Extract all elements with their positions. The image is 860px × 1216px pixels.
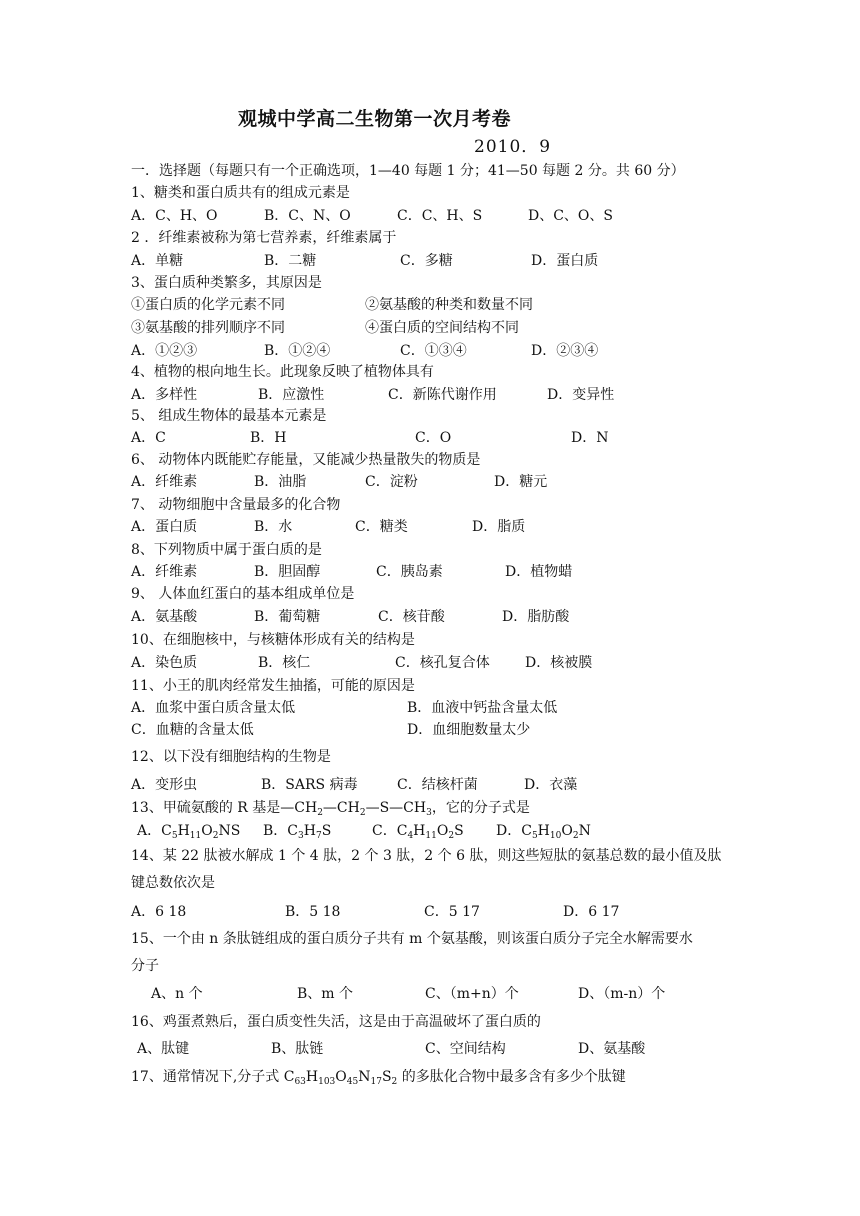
option-b: B．应激性	[258, 387, 325, 403]
statement-1: ①蛋白质的化学元素不同	[131, 297, 285, 313]
option-b: B．核仁	[258, 655, 311, 671]
option-d: D．血细胞数量太少	[407, 722, 531, 738]
option-d: D．脂肪酸	[502, 609, 570, 625]
option-b: B．C、N、O	[264, 208, 351, 224]
option-c: C、（m+n）个	[425, 986, 519, 1002]
option-d: D．变异性	[547, 387, 615, 403]
option-d: D．6 17	[563, 904, 620, 920]
option-a: A、n 个	[151, 986, 203, 1002]
option-d: D．植物蜡	[505, 564, 573, 580]
question-14-cont: 键总数依次是	[131, 875, 215, 891]
question-7: 7、 动物细胞中含量最多的化合物	[131, 497, 341, 513]
exam-date: 2010．9	[474, 137, 552, 157]
option-d: D．核被膜	[525, 655, 593, 671]
option-b: B．二糖	[264, 253, 317, 269]
option-c: C．结核杆菌	[397, 777, 478, 793]
question-10: 10、在细胞核中，与核糖体形成有关的结构是	[131, 632, 415, 648]
option-c: C．①③④	[400, 343, 467, 359]
option-c: C．胰岛素	[376, 564, 443, 580]
option-c: C．5 17	[424, 904, 480, 920]
option-c: C、空间结构	[425, 1041, 506, 1057]
option-b: B．水	[254, 519, 293, 535]
statement-3: ③氨基酸的排列顺序不同	[131, 320, 285, 336]
option-b: B．油脂	[254, 474, 307, 490]
question-6: 6、 动物体内既能贮存能量，又能减少热量散失的物质是	[131, 452, 481, 468]
option-c: C．核孔复合体	[395, 655, 490, 671]
option-c: C．C、H、S	[397, 208, 483, 224]
option-b: B．SARS 病毒	[261, 777, 358, 793]
option-d: D．$C_5H_{10}O_2N$	[496, 823, 591, 841]
section-header: 一．选择题（每题只有一个正确选项，1—40 每题 1 分；41—50 每题 2 分。共 60 分）	[131, 163, 685, 179]
option-a: A．氨基酸	[131, 609, 198, 625]
option-a: A．纤维素	[131, 564, 198, 580]
option-d: D、氨基酸	[578, 1041, 646, 1057]
option-a: A．蛋白质	[131, 519, 198, 535]
option-c: C．糖类	[355, 519, 408, 535]
option-d: D．②③④	[531, 343, 599, 359]
option-a: A．多样性	[131, 387, 198, 403]
question-11: 11、小王的肌肉经常发生抽搐，可能的原因是	[131, 678, 415, 694]
option-c: C．淀粉	[365, 474, 418, 490]
option-a: A．$C_5H_{11}O_2NS$	[137, 823, 241, 841]
option-a: A．6 18	[131, 904, 187, 920]
question-1: 1、糖类和蛋白质共有的组成元素是	[131, 185, 350, 201]
option-b: B．葡萄糖	[254, 609, 321, 625]
option-a: A．变形虫	[131, 777, 198, 793]
question-15-cont: 分子	[131, 958, 159, 974]
option-b: B、m 个	[297, 986, 354, 1002]
option-b: B、肽链	[271, 1041, 324, 1057]
option-b: B．H	[250, 430, 287, 446]
option-d: D．衣藻	[524, 777, 578, 793]
option-a: A、肽键	[137, 1041, 190, 1057]
option-d: D、C、O、S	[528, 208, 614, 224]
question-14: 14、某 22 肽被水解成 1 个 4 肽，2 个 3 肽，2 个 6 肽，则这些短肽的氨基总数的最小值及肽	[131, 848, 722, 864]
option-a: A．①②③	[131, 343, 198, 359]
statement-4: ④蛋白质的空间结构不同	[365, 320, 519, 336]
question-16: 16、鸡蛋煮熟后，蛋白质变性失活，这是由于高温破坏了蛋白质的	[131, 1014, 541, 1030]
option-c: C．血糖的含量太低	[131, 722, 254, 738]
question-9: 9、 人体血红蛋白的基本组成单位是	[131, 586, 355, 602]
statement-2: ②氨基酸的种类和数量不同	[365, 297, 533, 313]
option-d: D．糖元	[494, 474, 548, 490]
option-c: C．$C_4H_{11}O_2S$	[372, 823, 464, 841]
option-c: C．O	[415, 430, 452, 446]
option-a: A．纤维素	[131, 474, 198, 490]
question-5: 5、 组成生物体的最基本元素是	[131, 408, 327, 424]
option-a: A．C	[131, 430, 166, 446]
option-a: A．染色质	[131, 655, 198, 671]
option-b: B．①②④	[264, 343, 331, 359]
option-c: C．核苷酸	[378, 609, 445, 625]
question-2: 2 ．纤维素被称为第七营养素，纤维素属于	[131, 230, 397, 246]
option-b: B．$C_3H_7S$	[263, 823, 332, 841]
option-b: B．胆固醇	[254, 564, 321, 580]
option-d: D．N	[571, 430, 609, 446]
question-15: 15、一个由 n 条肽链组成的蛋白质分子共有 m 个氨基酸，则该蛋白质分子完全水解需要水	[131, 931, 693, 947]
option-d: D．脂质	[472, 519, 526, 535]
option-b: B．5 18	[285, 904, 341, 920]
question-3: 3、蛋白质种类繁多，其原因是	[131, 275, 322, 291]
option-a: A．C、H、O	[131, 208, 218, 224]
option-a: A．单糖	[131, 253, 184, 269]
question-13: 13、甲硫氨酸的 R 基是$—CH_2—CH_2—S—CH_3$，它的分子式是	[131, 800, 530, 818]
option-c: C．新陈代谢作用	[388, 387, 497, 403]
question-12: 12、以下没有细胞结构的生物是	[131, 749, 331, 765]
option-a: A．血浆中蛋白质含量太低	[131, 700, 296, 716]
option-d: D．蛋白质	[531, 253, 599, 269]
question-17: 17、通常情况下,分子式 $C_{63}H_{103}O_{45}N_{17}S_2$ 的多肽化合物中最多含有多少个肽键	[131, 1069, 626, 1087]
option-b: B．血液中钙盐含量太低	[407, 700, 558, 716]
page-title: 观城中学高二生物第一次月考卷	[238, 108, 512, 130]
question-4: 4、植物的根向地生长。此现象反映了植物体具有	[131, 364, 434, 380]
question-8: 8、下列物质中属于蛋白质的是	[131, 542, 322, 558]
option-c: C．多糖	[400, 253, 453, 269]
option-d: D、（m-n）个	[578, 986, 666, 1002]
